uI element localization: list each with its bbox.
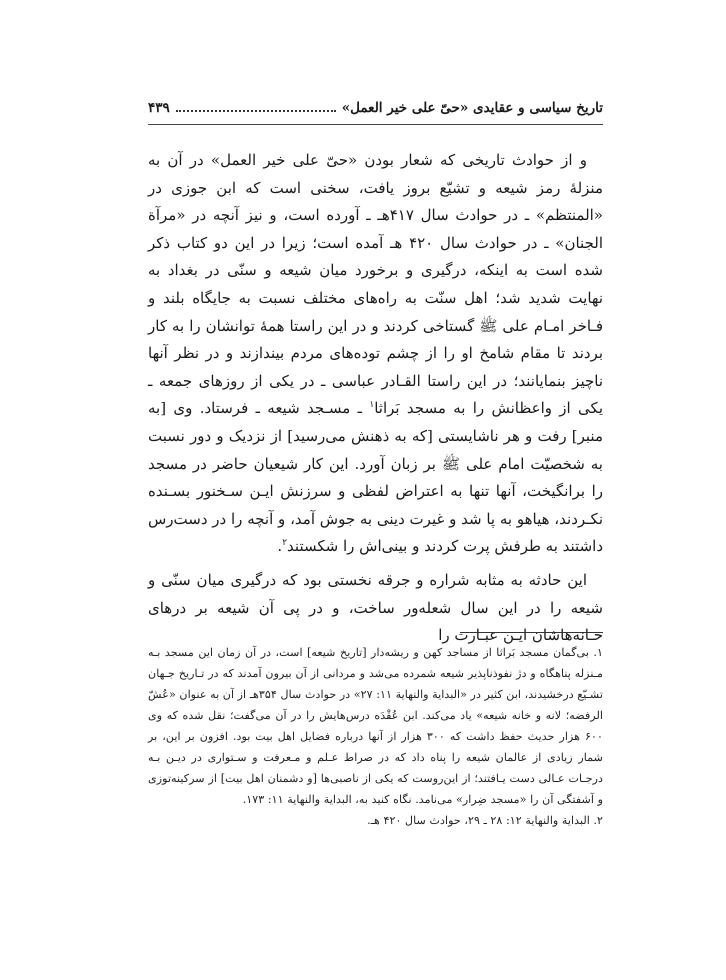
main-text: [148, 147, 603, 650]
paragraph-text: و از حوادث تاریخی که شعار بودن «حیّ علی خیر العمل» در آن به منزلهٔ رمز شیعه و تشیّع بروز یافت، سخنی است که ابن جوزی در «المنتظم» ـ در حوادث سال ۴۱۷هـ ـ آورده است، و نیز آنچه در «مرآة الجنان» ـ در حوادث سال ۴۲۰ هـ آمده است؛ زیرا در این دو کتاب ذکر شده است به اینکه، درگیری و برخورد میان شیعه و سنّی در بغداد به نهایت شدید شد؛ اهل سنّت به راه‌های مختلف نسبت به جایگاه بلند و فـاخر امـام علی ﷺ گستاخی کردند و در این راستا همهٔ توانشان را به کار بردند تا مقام شامخ او را از چشم توده‌های مردم بیندازند و در نظر آنها ناچیز بنمایانند؛ در این راستا القـادر عباسی ـ در یکی از روزهای جمعه ـ یکی از واعظانش را به مسجد بَراثا: [148, 151, 604, 418]
footnote-ref: ۲: [282, 538, 288, 549]
running-title: تاریخ سیاسی و عقایدی «حیّ علی خیر العمل»: [341, 100, 603, 116]
paragraph: [148, 147, 603, 561]
paragraph-text: ـ مسـجد شیعه ـ فرستاد. وی [به منبر] رفت و هر ناشایستی [که به ذهنش می‌رسید] از نزدیک و دور نسبت به شخصیّت امام علی ﷺ بر زبان آورد. این کار شیعیان حاضر در مسجد را برانگیخت، آنها تنها به اعتراض لفظی و سرزنش ایـن سـخنور بسـنده نکـردند، هیاهو به پا شد و غیرت دینی به جوش آمد، و آنچه را در دست‌رس داشتند به طرفش پرت کردند و بینی‌اش را شکستند: [148, 399, 603, 556]
header-rule: [148, 124, 603, 125]
footnotes: [148, 642, 603, 831]
footnote: ۱. بی‌گمان مسجد بَراثا از مساجد کهن و ریشه‌دار [تاریخ شیعه] است، در آن زمان این مسجد بـه مـنزله پناهگاه و دژ نفوذناپذیر شیعه شمرده می‌شد و مردانی از آن بیرون آمدند که در تـاریخ جـهان تشـیّع درخشیدند، ابن کثیر در «البدایة والنهایة ۱۱: ۲۷» در حوادث سال ۳۵۴هـ از آن به عنوان «عُشّ الرفضه؛ لانه و خانه شیعه» یاد می‌کند. ابن عُقْدَه درس‌هایش را در آن می‌گفت؛ نقل شده که وی ۶۰۰ هزار حدیث حفظ داشت که ۳۰۰ هزار از آنها درباره فضایل اهل بیت بود. افزون بر این، بر شمار زیادی از عالمان شیعه را پناه داد که در صراط عـلم و مـعرفت و سـتواری در دیـن بـه درجـات عـالی دست یـافتند؛ از این‌روست که یکی از ناصبی‌ها [و دشمنان اهل بیت] از سرکینه‌توزی و آشفتگی آن را «مسجد ضِرار» می‌نامد. نگاه کنید به، البدایة والنهایة ۱۱: ۱۷۳.: [148, 646, 604, 806]
dot-leader: [176, 101, 336, 112]
footnote: ۲. البدایة والنهایة ۱۲: ۲۸ ـ ۲۹، حوادث سال ۴۲۰ هـ.: [367, 814, 603, 827]
footnote-rule: [460, 632, 603, 633]
page-number: ۴۳۹: [148, 100, 170, 116]
running-header: [148, 100, 603, 122]
paragraph: این حادثه به مثابه شراره و جرقه نخستی بود که درگیری میان سنّی و شیعه را در این سال شعله‌ور ساخت، و در پی آن شیعه بر درهای خـانه‌هاشان ایـن عبـارت را: [148, 570, 603, 645]
paragraph-text: .: [277, 537, 283, 556]
footnote-ref: ۱: [369, 400, 375, 411]
